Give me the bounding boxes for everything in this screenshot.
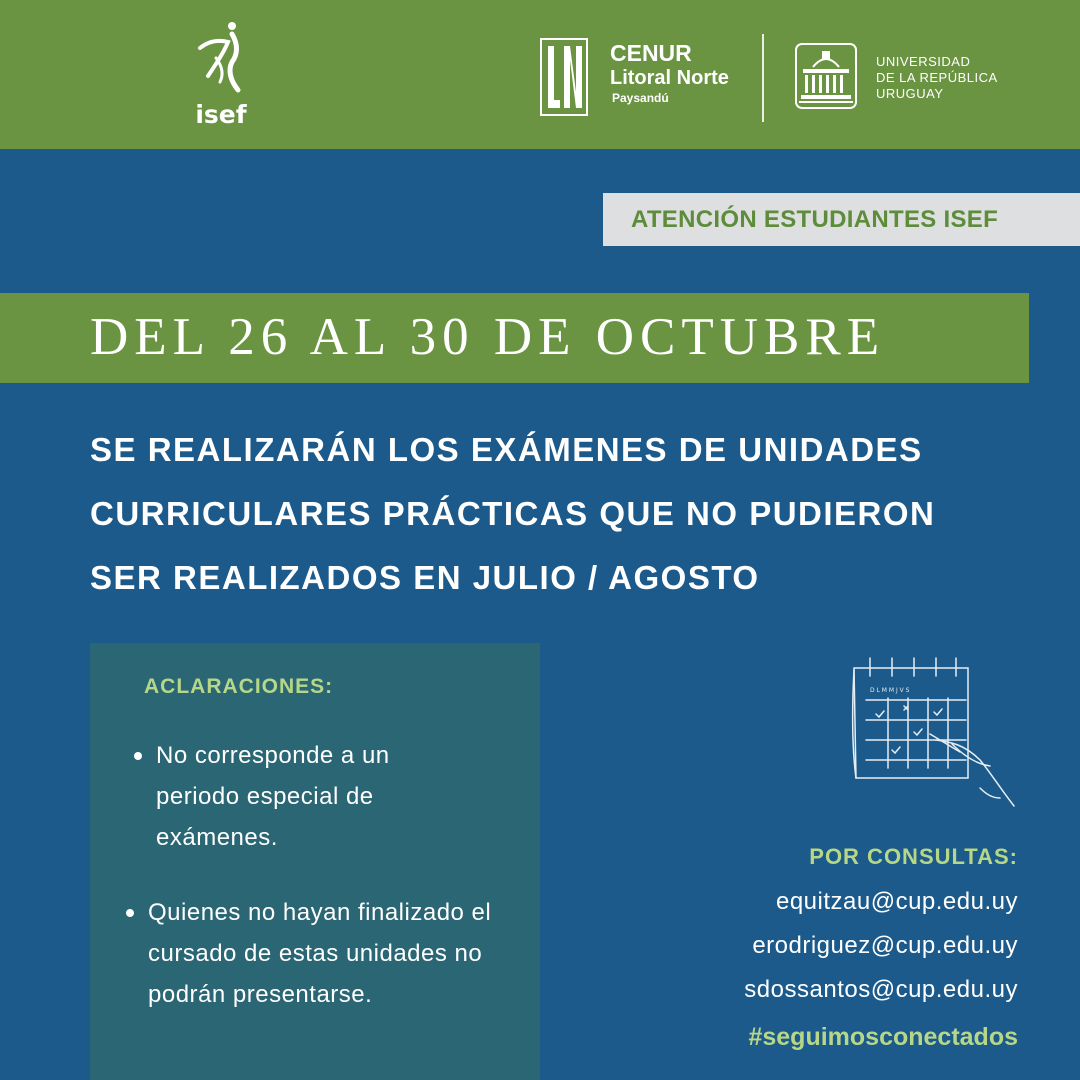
cenur-location: Paysandú bbox=[612, 91, 669, 105]
contact-email[interactable]: sdossantos@cup.edu.uy bbox=[744, 976, 1018, 1003]
contact-title: POR CONSULTAS: bbox=[809, 844, 1018, 869]
bullet-dot-icon bbox=[134, 752, 142, 760]
clarification-text: Quienes no hayan finalizado el cursado de estas unidades no podrán presentarse. bbox=[148, 899, 492, 1008]
cenur-subtitle: Litoral Norte bbox=[610, 67, 729, 89]
udelar-line-3: URUGUAY bbox=[876, 86, 944, 101]
udelar-building-icon bbox=[795, 43, 857, 109]
clarifications-title: ACLARACIONES: bbox=[144, 675, 334, 698]
logo-divider bbox=[762, 34, 764, 122]
clarifications-box bbox=[90, 643, 540, 1080]
clarification-item bbox=[148, 892, 528, 1015]
headline-line-1: SE REALIZARÁN LOS EXÁMENES DE UNIDADES bbox=[90, 431, 923, 468]
contact-email[interactable]: equitzau@cup.edu.uy bbox=[775, 888, 1018, 915]
udelar-line-1: UNIVERSIDAD bbox=[876, 54, 971, 69]
hashtag: #seguimosconectados bbox=[748, 1023, 1018, 1051]
clarification-text: No corresponde a un periodo especial de exámenes. bbox=[156, 742, 390, 851]
isef-figure-icon bbox=[186, 18, 256, 103]
bullet-dot-icon bbox=[126, 909, 134, 917]
headline-line-3: SER REALIZADOS EN JULIO / AGOSTO bbox=[90, 559, 760, 596]
clarification-item bbox=[156, 735, 456, 858]
date-text: DEL 26 AL 30 DE OCTUBRE bbox=[90, 308, 886, 366]
header-bar bbox=[0, 0, 1080, 149]
calendar-illustration-icon bbox=[840, 648, 1020, 813]
date-banner bbox=[0, 293, 1029, 383]
cenur-title: CENUR bbox=[610, 40, 692, 66]
udelar-line-2: DE LA REPÚBLICA bbox=[876, 70, 998, 85]
attention-text: ATENCIÓN ESTUDIANTES ISEF bbox=[631, 206, 999, 233]
isef-wordmark: isef bbox=[195, 100, 247, 129]
isef-logo bbox=[186, 18, 256, 133]
udelar-name bbox=[876, 54, 998, 102]
contact-email[interactable]: erodriguez@cup.edu.uy bbox=[752, 932, 1018, 959]
headline-line-2: CURRICULARES PRÁCTICAS QUE NO PUDIERON bbox=[90, 495, 936, 532]
cenur-logo-icon bbox=[540, 38, 588, 116]
headline bbox=[90, 422, 1050, 614]
attention-banner bbox=[603, 193, 1080, 246]
svg-text:D L M M J V S: D L M M J V S bbox=[870, 687, 910, 694]
cenur-name bbox=[610, 40, 729, 106]
